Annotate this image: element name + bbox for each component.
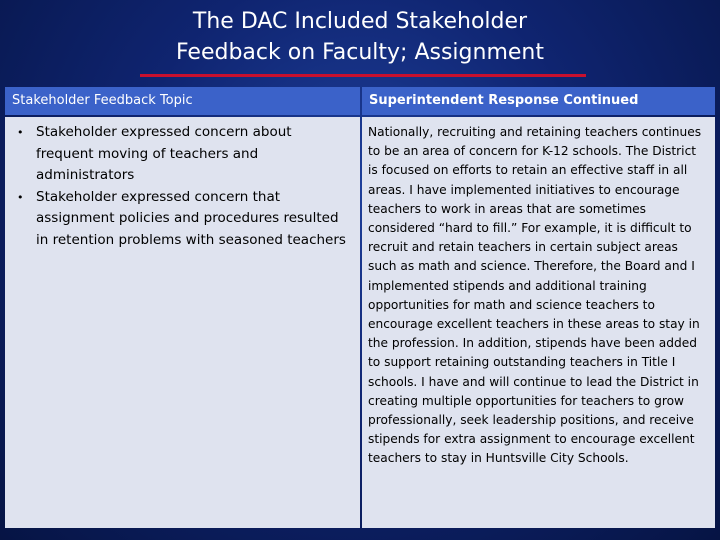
header-stakeholder-feedback-topic: Stakeholder Feedback Topic (5, 87, 360, 115)
topic-text: Stakeholder expressed concern that assignment policies and procedures resulted in retention problems with seasoned teachers (36, 188, 346, 248)
slide-title-line-1: The DAC Included Stakeholder (192, 9, 528, 34)
response-text: Nationally, recruiting and retaining teachers continues to be an area of concern for K-12 schools. The District is focused on efforts to retain an effective staff in all areas. I have implemented initiatives to encourage teachers to work in areas that are sometimes considered “hard to fill.” For example, it is difficult to recruit and retain teachers in certain subject areas such as math and science. Therefore, the Board and I implemented stipends and additional training opportunities for math and science teachers to encourage excellent teachers in these areas to stay in the profession. In addition, stipends have been added to support retaining outstanding teachers in Title I schools. I have and will continue to lead the District in creating multiple opportunities for teachers to grow professionally, seek leadership positions, and receive stipends for extra assignment to encourage excellent teachers to stay in Huntsville City Schools. (368, 125, 702, 466)
slide-title-line-2: Feedback on Faculty; Assignment (175, 40, 544, 65)
title-underline (140, 74, 586, 77)
header-superintendent-response: Superintendent Response Continued (362, 87, 715, 115)
slide-title (0, 6, 720, 68)
topic-list (13, 122, 352, 251)
bullet-icon: • (17, 126, 24, 139)
topic-item (13, 122, 352, 187)
topic-cell (5, 117, 360, 528)
topic-text: Stakeholder expressed concern about frequent moving of teachers and administrators (36, 124, 292, 183)
bullet-icon: • (17, 190, 24, 204)
response-cell (362, 117, 715, 528)
feedback-table (5, 87, 715, 528)
topic-item (13, 187, 352, 252)
